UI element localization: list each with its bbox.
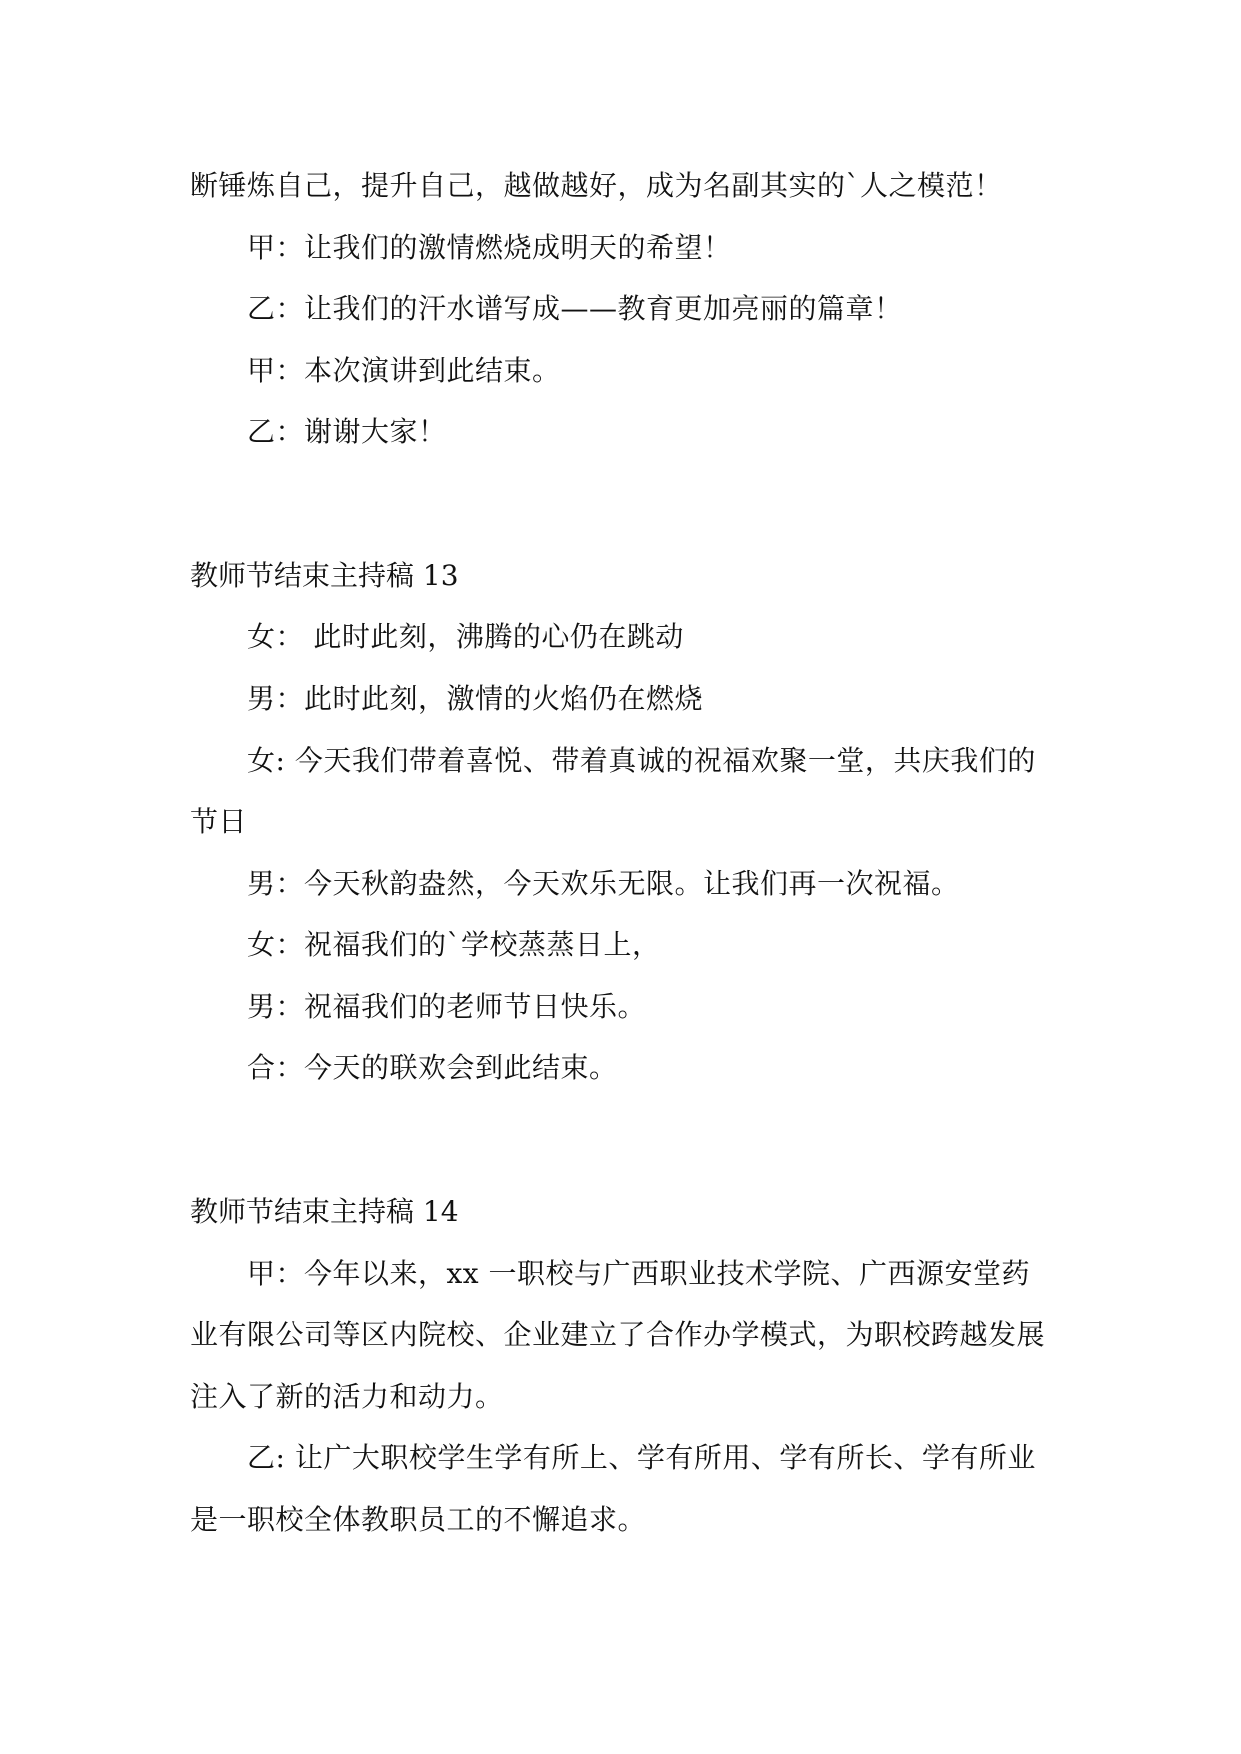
dialogue-line: 乙：让我们的汗水谱写成——教育更加亮丽的篇章！ (247, 292, 903, 325)
dialogue-line: 乙: 让广大职校学生学有所上、学有所用、学有所长、学有所业 (247, 1441, 1036, 1474)
dialogue-line: 甲：本次演讲到此结束。 (247, 354, 561, 387)
paragraph-continuation: 注入了新的活力和动力。 (190, 1380, 504, 1413)
paragraph-continuation: 是一职校全体教职员工的不懈追求。 (190, 1503, 647, 1536)
dialogue-line: 女：祝福我们的`学校蒸蒸日上， (247, 928, 661, 961)
dialogue-line: 女: 今天我们带着喜悦、带着真诚的祝福欢聚一堂，共庆我们的 (247, 744, 1036, 777)
dialogue-line: 合：今天的联欢会到此结束。 (247, 1051, 618, 1084)
paragraph-continuation: 断锤炼自己，提升自己，越做越好，成为名副其实的`人之模范！ (190, 169, 1003, 202)
paragraph-continuation: 节日 (190, 805, 248, 838)
dialogue-line: 甲：让我们的激情燃烧成明天的希望！ (247, 231, 732, 264)
dialogue-line: 男：今天秋韵盎然，今天欢乐无限。让我们再一次祝福。 (247, 867, 960, 900)
section-heading: 教师节结束主持稿 13 (190, 559, 459, 592)
paragraph-continuation: 业有限公司等区内院校、企业建立了合作办学模式，为职校跨越发展 (190, 1318, 1046, 1351)
dialogue-line: 女： 此时此刻，沸腾的心仍在跳动 (247, 620, 684, 653)
dialogue-line: 乙：谢谢大家！ (247, 415, 447, 448)
dialogue-line: 男：此时此刻，激情的火焰仍在燃烧 (247, 682, 704, 715)
dialogue-line: 男：祝福我们的老师节日快乐。 (247, 990, 647, 1023)
section-heading: 教师节结束主持稿 14 (190, 1195, 459, 1228)
dialogue-line: 甲：今年以来，xx 一职校与广西职业技术学院、广西源安堂药 (247, 1257, 1030, 1290)
